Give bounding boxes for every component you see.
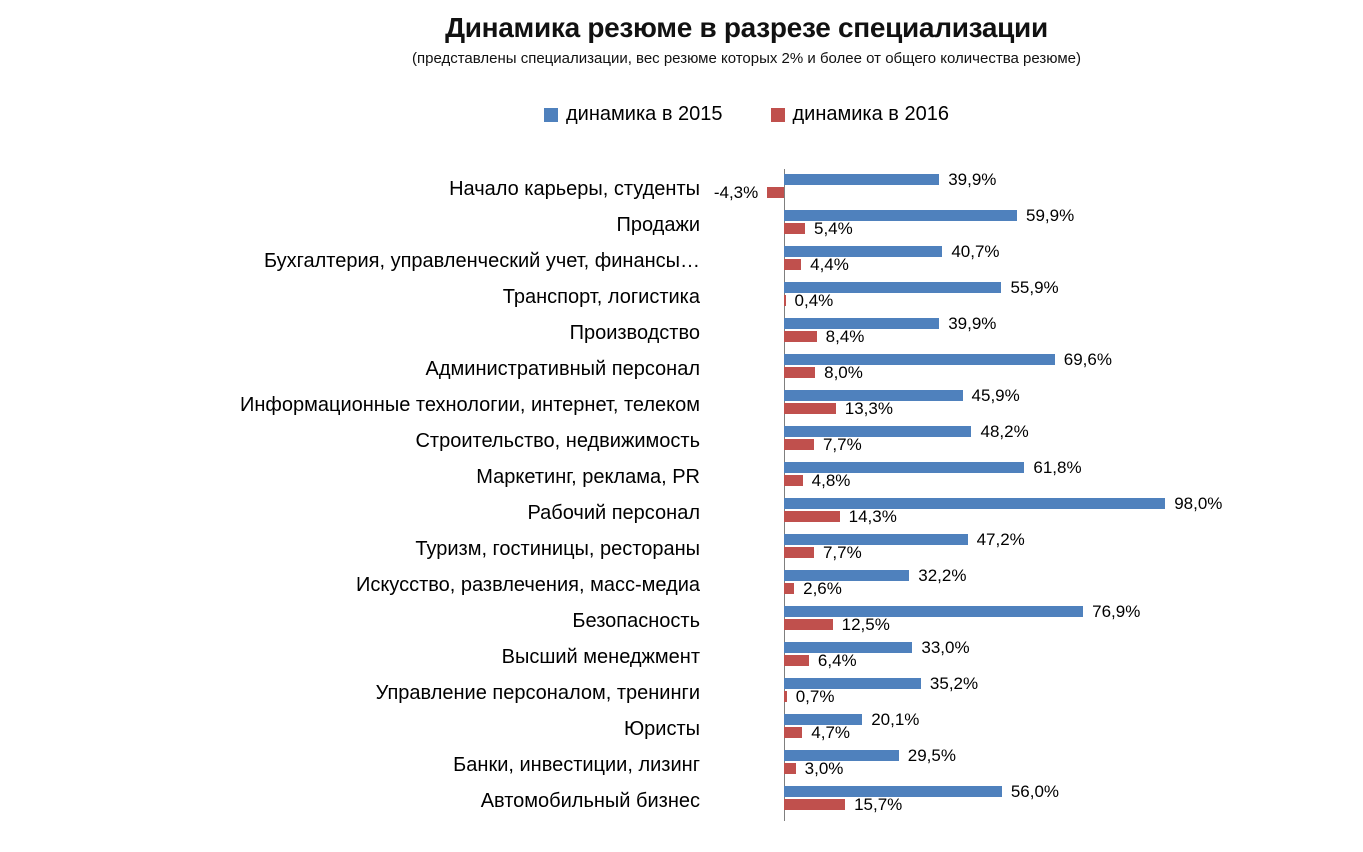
bars-area — [700, 640, 1363, 676]
category-label: Юристы — [623, 718, 700, 740]
bar-2016 — [784, 403, 836, 414]
category-label: Транспорт, логистика — [502, 286, 700, 308]
bar-2016 — [767, 187, 784, 198]
chart-row — [0, 388, 1363, 424]
value-label-2015: 39,9% — [948, 170, 997, 189]
value-label-2015: 20,1% — [871, 710, 920, 729]
chart-row — [0, 676, 1363, 712]
bar-2016 — [784, 763, 796, 774]
bar-2016 — [784, 619, 833, 630]
chart-row — [0, 568, 1363, 604]
bar-2016 — [784, 547, 814, 558]
value-label-2015: 61,8% — [1033, 458, 1082, 477]
value-label-2015: 29,5% — [907, 746, 956, 765]
chart-row — [0, 208, 1363, 244]
bars-area — [700, 676, 1363, 712]
value-label-2015: 56,0% — [1010, 782, 1060, 801]
value-label-2015: 47,2% — [976, 530, 1025, 549]
value-label-2016: 7,7% — [822, 435, 862, 454]
category-label: Производство — [569, 322, 700, 344]
bars-area — [700, 280, 1363, 316]
value-label-2015: 32,2% — [918, 566, 967, 585]
category-label: Высший менеджмент — [501, 646, 700, 668]
value-label-2015: 76,9% — [1092, 602, 1141, 621]
legend-item-2016 — [771, 103, 949, 126]
plot-area — [0, 172, 1363, 820]
bar-2016 — [784, 583, 794, 594]
category-label: Бухгалтерия, управленческий учет, финансы… — [263, 250, 700, 272]
category-label: Управление персоналом, тренинги — [375, 682, 700, 704]
bar-2016 — [784, 439, 814, 450]
bar-2016 — [784, 331, 817, 342]
bars-area — [700, 784, 1363, 820]
value-label-2015: 55,9% — [1010, 278, 1059, 297]
bar-2015 — [784, 426, 971, 437]
legend-swatch-2015-icon — [544, 108, 558, 122]
value-label-2016: 0,4% — [794, 291, 834, 310]
chart-row — [0, 604, 1363, 640]
value-label-2016: 5,4% — [814, 219, 853, 238]
bar-2016 — [784, 223, 805, 234]
category-label: Безопасность — [572, 610, 700, 632]
legend-label-2016: динамика в 2016 — [792, 103, 949, 125]
category-label: Информационные технологии, интернет, телеком — [240, 394, 700, 416]
bars-area — [700, 712, 1363, 748]
bars-area — [700, 172, 1363, 208]
category-label: Строительство, недвижимость — [415, 430, 700, 452]
chart-row — [0, 496, 1363, 532]
value-label-2015: 48,2% — [980, 422, 1029, 441]
value-label-2016: -4,3% — [713, 183, 759, 202]
bars-area — [700, 244, 1363, 280]
value-label-2016: 12,5% — [841, 615, 890, 634]
chart-row — [0, 640, 1363, 676]
bars-area — [700, 388, 1363, 424]
value-label-2016: 14,3% — [848, 507, 897, 526]
value-label-2016: 2,6% — [803, 579, 842, 598]
bar-2016 — [784, 295, 786, 306]
chart-row — [0, 280, 1363, 316]
legend-item-2015 — [544, 103, 722, 126]
bar-2016 — [784, 799, 845, 810]
bar-2015 — [784, 174, 939, 185]
category-label: Автомобильный бизнес — [480, 790, 700, 812]
value-label-2016: 4,7% — [811, 723, 851, 742]
value-label-2016: 8,4% — [825, 327, 865, 346]
chart-row — [0, 460, 1363, 496]
chart-row — [0, 748, 1363, 784]
bars-area — [700, 460, 1363, 496]
chart-row — [0, 244, 1363, 280]
chart-row — [0, 316, 1363, 352]
legend-label-2015: динамика в 2015 — [566, 103, 723, 125]
bar-2016 — [784, 475, 803, 486]
bar-2015 — [784, 606, 1083, 617]
legend-swatch-2016-icon — [771, 108, 785, 122]
category-label: Рабочий персонал — [527, 502, 700, 524]
bars-area — [700, 532, 1363, 568]
bar-2015 — [784, 498, 1165, 509]
category-label: Искусство, развлечения, масс-медиа — [355, 574, 700, 596]
value-label-2015: 69,6% — [1063, 350, 1112, 369]
bars-area — [700, 748, 1363, 784]
category-label: Продажи — [616, 214, 700, 236]
value-label-2016: 8,0% — [824, 363, 863, 382]
value-label-2016: 7,7% — [822, 543, 862, 562]
value-label-2016: 4,4% — [810, 255, 849, 274]
value-label-2015: 45,9% — [971, 386, 1020, 405]
bars-area — [700, 604, 1363, 640]
chart-row — [0, 352, 1363, 388]
value-label-2015: 35,2% — [929, 674, 979, 693]
chart-row — [0, 532, 1363, 568]
chart-header — [130, 0, 1363, 126]
bars-area — [700, 208, 1363, 244]
bars-area — [700, 316, 1363, 352]
bar-2016 — [784, 367, 815, 378]
chart-legend — [130, 103, 1363, 126]
bar-2016 — [784, 691, 787, 702]
bars-area — [700, 568, 1363, 604]
value-label-2015: 39,9% — [948, 314, 997, 333]
value-label-2016: 3,0% — [804, 759, 844, 778]
chart-row — [0, 712, 1363, 748]
value-label-2016: 6,4% — [817, 651, 857, 670]
value-label-2015: 98,0% — [1174, 494, 1223, 513]
value-label-2016: 4,8% — [811, 471, 851, 490]
chart-title: Динамика резюме в разрезе специализации — [445, 12, 1048, 43]
bars-area — [700, 496, 1363, 532]
value-label-2016: 15,7% — [854, 795, 903, 814]
value-label-2015: 59,9% — [1026, 206, 1075, 225]
category-label: Банки, инвестиции, лизинг — [453, 754, 700, 776]
bar-2016 — [784, 655, 809, 666]
bar-2016 — [784, 727, 802, 738]
bars-area — [700, 352, 1363, 388]
value-label-2015: 33,0% — [921, 638, 970, 657]
category-label: Маркетинг, реклама, PR — [476, 466, 700, 488]
bar-2016 — [784, 259, 801, 270]
chart-row — [0, 424, 1363, 460]
value-label-2016: 0,7% — [795, 687, 835, 706]
bars-area — [700, 424, 1363, 460]
category-label: Административный персонал — [425, 358, 700, 380]
chart-subtitle: (представлены специализации, вес резюме которых 2% и более от общего количества резюме) — [412, 50, 1081, 67]
bar-2016 — [784, 511, 840, 522]
value-label-2016: 13,3% — [844, 399, 893, 418]
category-label: Начало карьеры, студенты — [449, 178, 700, 200]
value-label-2015: 40,7% — [951, 242, 1000, 261]
chart-row — [0, 784, 1363, 820]
category-label: Туризм, гостиницы, рестораны — [415, 538, 700, 560]
bar-2015 — [784, 534, 968, 545]
bar-2015 — [784, 246, 942, 257]
chart-row — [0, 172, 1363, 208]
